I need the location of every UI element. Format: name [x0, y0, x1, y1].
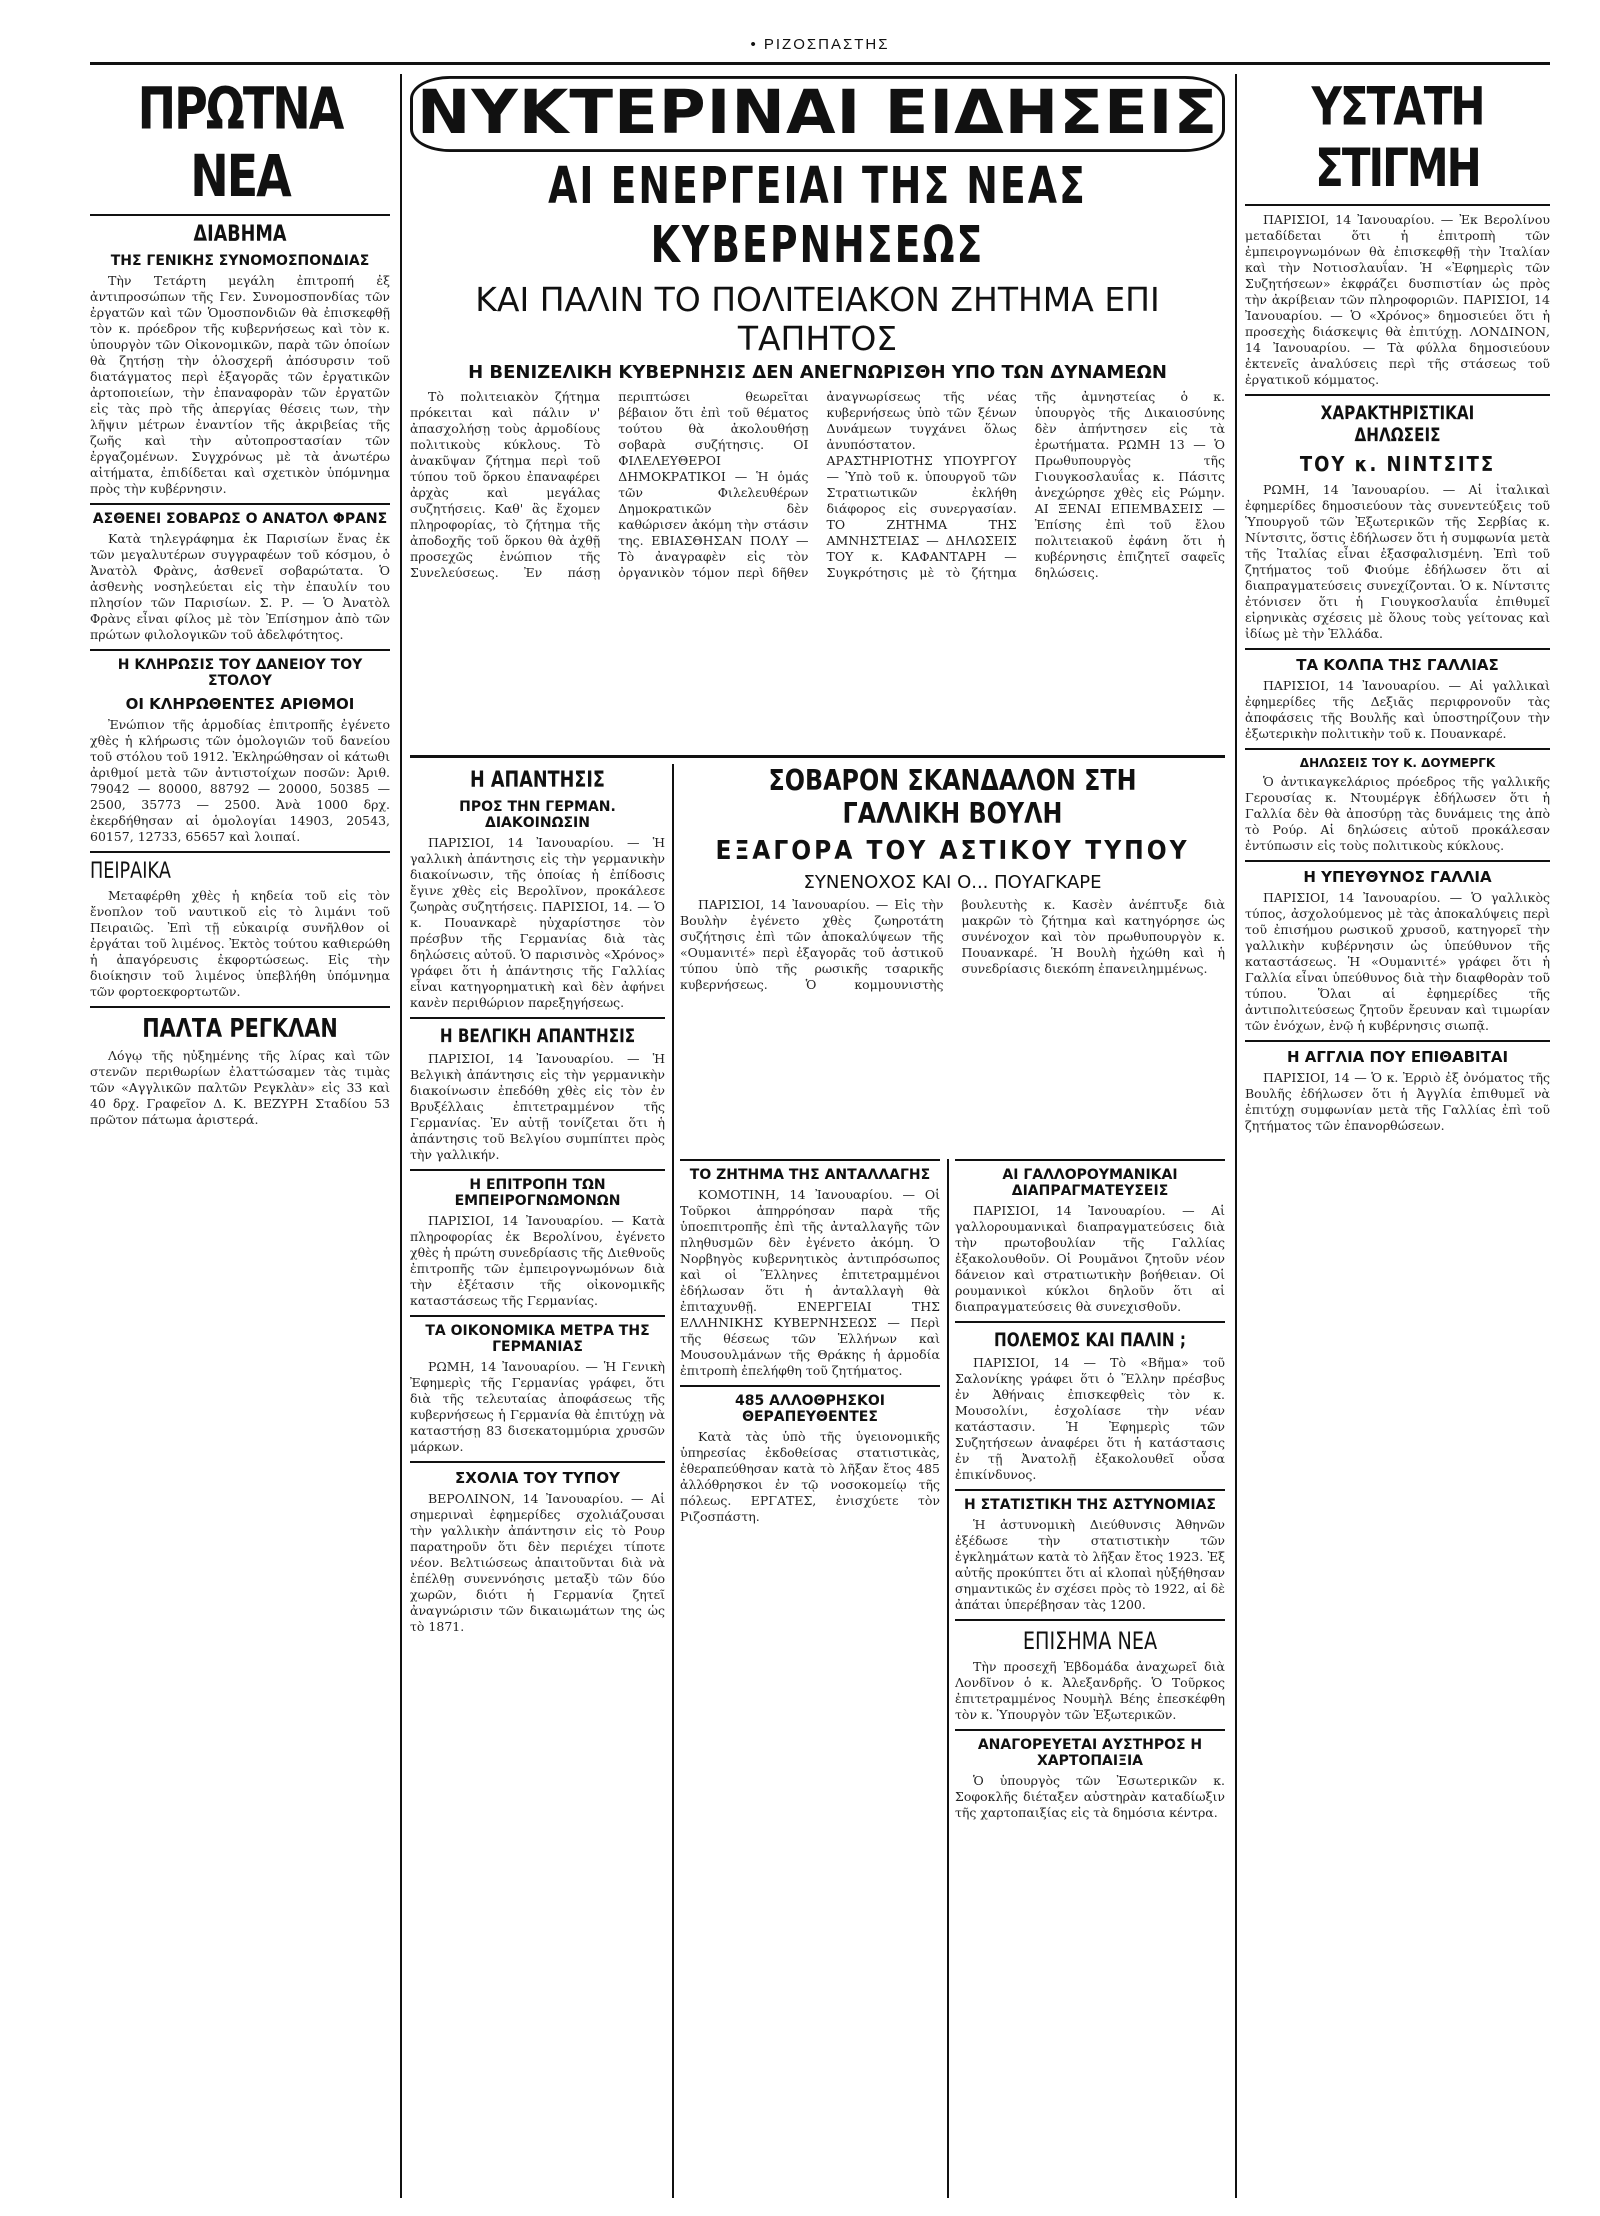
article-body: Ὁ ἀντικαγκελάριος πρόεδρος τῆς γαλλικῆς Γερουσίας κ. Ντουμέργκ ἐδήλωσεν ὅτι ἡ Γαλλία δὲν θὰ ἀποσύρῃ τὰς δυνάμεις της ἀπὸ τὸ Ρούρ. Αἱ δηλώσεις αὐτοῦ προκάλεσαν ἐντύπωσιν εἰς τοὺς πολιτικοὺς κύκλους.: [1245, 774, 1550, 853]
article-body: ΠΑΡΙΣΙΟΙ, 14 — Ὁ κ. Ἐρριὸ ἐξ ὀνόματος τῆς Βουλῆς ἐδήλωσεν ὅτι ἡ Ἀγγλία ἐπιθυμεῖ νὰ ἐπιτύχῃ συμφωνίαν μετὰ τῆς Γαλλίας ἐπὶ τοῦ ζητήματος τῶν ἐπανορθώσεων.: [1245, 1070, 1550, 1133]
article-subtitle: ΤΗΣ ΓΕΝΙΚΗΣ ΣΥΝΟΜΟΣΠΟΝΔΙΑΣ: [110, 253, 370, 269]
main-headline: ΑΙ ΕΝΕΡΓΕΙΑΙ ΤΗΣ ΝΕΑΣ ΚΥΒΕΡΝΗΣΕΩΣ: [548, 156, 1087, 274]
left-column: [90, 74, 390, 2198]
left-column-header: ΠΡΩΤΝΑ ΝΕΑ: [137, 74, 343, 210]
article-body: ΠΑΡΙΣΙΟΙ, 14 Ἰανουαρίου. — Αἱ γαλλορουμανικαὶ διαπραγματεύσεις διὰ τὴν πρωτοβουλίαν τῆς Γαλλίας ἐξακολουθοῦν. Οἱ Ρουμᾶνοι ζητοῦν νέον δάνειον καὶ στρατιωτικὴν βοήθειαν. Οἱ ρουμανικοὶ κύκλοι δηλοῦν ὅτι αἱ διαπραγματεύσεις θὰ συνεχισθοῦν.: [955, 1203, 1225, 1314]
article-title: Η ΚΛΗΡΩΣΙΣ ΤΟΥ ΔΑΝΕΙΟΥ ΤΟΥ ΣΤΟΛΟΥ: [117, 657, 363, 689]
newspaper-name: • ΡΙΖΟΣΠΑΣΤΗΣ: [750, 36, 890, 53]
article-subtitle: ΤΟΥ κ. ΝΙΝΤΣΙΤΣ: [1299, 452, 1496, 476]
article-title: ΤΑ ΟΙΚΟΝΟΜΙΚΑ ΜΕΤΡΑ ΤΗΣ ΓΕΡΜΑΝΙΑΣ: [425, 1323, 650, 1355]
center-column: [410, 74, 1225, 2198]
article-title: Η ΑΓΓΛΙΑ ΠΟΥ ΕΠΙΘΑΒΙΤΑΙ: [1286, 1048, 1509, 1066]
article-body: ΠΑΡΙΣΙΟΙ, 14 Ἰανουαρίου. — Ἡ γαλλικὴ ἀπάντησις εἰς τὴν γερμανικὴν διακοίνωσιν, τῆς ὁποίας ἡ ἐπίδοσις ἔγινε χθὲς εἰς Βερολῖνον, προκάλεσε ζωηρὰς συζητήσεις. ΠΑΡΙΣΙΟΙ, 14. — Ὁ κ. Πουανκαρὲ ηὐχαρίστησε τὸν πρέσβυν τῆς Γερμανίας διὰ τὰς δηλώσεις αὐτοῦ. Ὁ παρισινὸς «Χρόνος» γράφει ὅτι ἡ ἀπάντησις τῆς Γαλλίας εἶναι κατηγορηματικὴ καὶ δὲν ἀφήνει κανὲν περιθώριον παρεξηγήσεως.: [410, 835, 665, 1010]
article-title: ΤΑ ΚΟΛΠΑ ΤΗΣ ΓΑΛΛΙΑΣ: [1296, 656, 1499, 674]
article-body: ΠΑΡΙΣΙΟΙ, 14 Ἰανουαρίου. — Κατὰ πληροφορίας ἐκ Βερολίνου, ἐγένετο χθὲς ἡ πρώτη συνεδρίασις τῆς Διεθνοῦς ἐπιτροπῆς τῶν ἐμπειρογνωμόνων διὰ τὴν ἐξέτασιν τῆς οἰκονομικῆς καταστάσεως τῆς Γερμανίας.: [410, 1213, 665, 1308]
article-body: Τὴν προσεχῆ Ἑβδομάδα ἀναχωρεῖ διὰ Λονδῖνον ὁ κ. Ἀλεξανδρῆς. Ὁ Τοῦρκος ἐπιτετραμμένος Νουμὴλ Βέης ἐπεσκέφθη τὸν κ. Ὑπουργὸν τῶν Ἐξωτερικῶν.: [955, 1659, 1225, 1722]
article-body: Ὁ ὑπουργὸς τῶν Ἐσωτερικῶν κ. Σοφοκλῆς διέταξεν αὐστηρὰν καταδίωξιν τῆς χαρτοπαιξίας εἰς τὰ δημόσια κέντρα.: [955, 1773, 1225, 1820]
article-body: ΡΩΜΗ, 14 Ἰανουαρίου. — Ἡ Γενικὴ Ἐφημερὶς τῆς Γερμανίας γράφει, ὅτι διὰ τῆς τελευταίας ἀποφάσεως τῆς κυβερνήσεως ἡ Γερμανία θὰ ἐπιτύχῃ νὰ καταστήσῃ 83 δισεκατομμύρια χρυσῶν μάρκων.: [410, 1359, 665, 1454]
article-title: ΔΗΛΩΣΕΙΣ ΤΟΥ Κ. ΔΟΥΜΕΡΓΚ: [1299, 756, 1496, 770]
article-subtitle: ΠΡΟΣ ΤΗΝ ΓΕΡΜΑΝ. ΔΙΑΚΟΙΝΩΣΙΝ: [459, 799, 616, 831]
column-divider: [400, 74, 402, 2198]
article-title: ΕΠΙΣΗΜΑ ΝΕΑ: [1022, 1627, 1158, 1655]
article-title: Η ΑΠΑΝΤΗΣΙΣ: [470, 768, 605, 793]
masthead: [90, 28, 1550, 65]
column-divider: [672, 764, 674, 2198]
article-body: ΠΑΡΙΣΙΟΙ, 14 Ἰανουαρίου. — Ἡ Βελγικὴ ἀπάντησις εἰς τὴν γερμανικὴν διακοίνωσιν ἐπεδόθη χθὲς εἰς τὸν ἐν Βρυξέλλαις ἐπιτετραμμένον τῆς Γερμανίας. Ἐν αὐτῇ τονίζεται ὅτι ἡ ἀπάντησις τοῦ Βελγίου συμπίπτει πρὸς τὴν γαλλικήν.: [410, 1051, 665, 1162]
ad-body: Λόγῳ τῆς ηὐξημένης τῆς λίρας καὶ τῶν στενῶν περιθωρίων ἐλαττώσαμεν τὰς τιμὰς τῶν «Αγγλικῶν παλτῶν Ρεγκλὰν» εἰς 33 καὶ 40 δρχ. Γραφεῖον Δ. Κ. ΒΕΖΥΡΗ Σταδίου 53 πρῶτον πάτωμα ἀριστερά.: [90, 1048, 390, 1127]
article-body: Ἡ ἀστυνομικὴ Διεύθυνσις Ἀθηνῶν ἐξέδωσε τὴν στατιστικὴν τῶν ἐγκλημάτων κατὰ τὸ λῆξαν ἔτος 1923. Ἐξ αὐτῆς προκύπτει ὅτι αἱ κλοπαὶ ηὐξήθησαν σημαντικῶς ἐν σχέσει πρὸς τὸ 1922, αἱ δὲ ἀπάται ὑπερέβησαν τὰς 1200.: [955, 1517, 1225, 1612]
article-subtitle: ΟΙ ΚΛΗΡΩΘΕΝΤΕΣ ΑΡΙΘΜΟΙ: [125, 695, 355, 713]
column-divider: [1235, 74, 1237, 2198]
article-title: Η ΕΠΙΤΡΟΠΗ ΤΩΝ ΕΜΠΕΙΡΟΓΝΩΜΟΝΩΝ: [454, 1177, 621, 1209]
article-body: ΠΑΡΙΣΙΟΙ, 14 — Τὸ «Βῆμα» τοῦ Σαλονίκης γράφει ὅτι ὁ Ἕλλην πρέσβυς ἐν Ἀθήναις ἐπισκεφθεὶς τὸν κ. Μουσολίνι, ἐσχολίασε τὴν νέαν κατάστασιν. Ἡ Ἐφημερὶς τῶν Συζητήσεων ἀναφέρει ὅτι ἡ κατάστασις ἐν τῇ Ἀνατολῇ ἐξακολουθεῖ οὖσα ἐπικίνδυνος.: [955, 1355, 1225, 1482]
scandal-story: [680, 764, 1225, 1144]
exchange-column: [680, 1159, 940, 2198]
main-story-body: Τὸ πολιτειακὸν ζήτημα πρόκειται καὶ πάλιν ν' ἀπασχολήσῃ τοὺς ἀρμοδίους πολιτικοὺς κύκλους. Τὸ ἀνακῦψαν ζήτημα περὶ τοῦ τύπου τοῦ ὅρκου ἐπαναφέρει ἀρχὰς καὶ μεγάλας συζητήσεις. Καθ' ἃς ἔχομεν πληροφορίας, τὸ ζήτημα τῆς ἀποδοχῆς τοῦ ὅρκου θὰ ἀχθῇ προσεχῶς ἐνώπιον τῆς Συνελεύσεως. Ἐν πάσῃ περιπτώσει θεωρεῖται βέβαιον ὅτι ἐπὶ τοῦ θέματος τούτου θὰ ἀκολουθήσῃ σοβαρὰ συζήτησις. ΟΙ ΦΙΛΕΛΕΥΘΕΡΟΙ ΔΗΜΟΚΡΑΤΙΚΟΙ — Ἡ ὁμάς τῶν Φιλελευθέρων Δημοκρατικῶν δὲν καθώρισεν ἀκόμη τὴν στάσιν της. ΕΒΙΑΣΘΗΣΑΝ ΠΟΛΥ — Τὸ ἀναγραφὲν εἰς τὸν ὀργανικὸν τόμον περὶ δῆθεν ἀναγνωρίσεως τῆς νέας κυβερνήσεως ὑπὸ τῶν ξένων Δυνάμεων τυγχάνει ὅλως ἀνυπόστατον. ΑΡΑΣΤΗΡΙΟΤΗΣ ΥΠΟΥΡΓΟΥ — Ὑπὸ τοῦ κ. ὑπουργοῦ τῶν Στρατιωτικῶν ἐκλήθη διάφορος εἰς συνεργασίαν. ΤΟ ΖΗΤΗΜΑ ΤΗΣ ΑΜΝΗΣΤΕΙΑΣ — ΔΗΛΩΣΕΙΣ ΤΟΥ κ. ΚΑΦΑΝΤΑΡΗ — Συγκρότησις μὲ τὸ ζήτημα τῆς ἀμνηστείας ὁ κ. ὑπουργὸς τῆς Δικαιοσύνης δὲν ἀπήντησεν εἰς τὰ ἐρωτήματα. ΡΩΜΗ 13 — Ὁ Πρωθυπουργὸς τῆς Γιουγκοσλαυΐας κ. Πάσιτς ἀνεχώρησε χθὲς εἰς Ρώμην. ΑΙ ΞΕΝΑΙ ΕΠΕΜΒΑΣΕΙΣ — Ἐπίσης ἐπὶ τοῦ ἔλου πολιτειακοῦ ἐφάνη ὅτι ἡ κυβέρνησις ἐπιζητεῖ σαφεῖς δηλώσεις.: [410, 389, 1225, 580]
article-body: ΡΩΜΗ, 14 Ἰανουαρίου. — Αἱ ἰταλικαὶ ἐφημερίδες δημοσιεύουν τὰς συνεντεύξεις τοῦ Ὑπουργοῦ τῶν Ἐξωτερικῶν τῆς Σερβίας κ. Νίντσιτς, ὅστις ἐδήλωσεν ὅτι ἡ συμφωνία μετὰ τῆς Ἰταλίας εἶναι ἐξασφαλισμένη. Ἐπὶ τοῦ ζητήματος τοῦ Φιούμε ἐδήλωσεν ὅτι αἱ διαπραγματεύσεις συνεχίζονται. Ὁ κ. Νίντσιτς ἐτόνισεν ὅτι ἡ Γιουγκοσλαυΐα ἐπιθυμεῖ εἰρηνικὰς σχέσεις μὲ ὅλους τοὺς γείτονας καὶ ἰδίως μὲ τὴν Ἑλλάδα.: [1245, 482, 1550, 641]
ad-title: ΠΑΛΤΑ ΡΕΓΚΛΑΝ: [142, 1014, 338, 1044]
news-column: [955, 1159, 1225, 2198]
article-title: ΠΟΛΕΜΟΣ ΚΑΙ ΠΑΛΙΝ ;: [994, 1329, 1186, 1351]
article-subtitle: ΕΞΑΓΟΡΑ ΤΟΥ ΑΣΤΙΚΟΥ ΤΥΠΟΥ: [715, 836, 1190, 866]
article-title: Η ΒΕΛΓΙΚΗ ΑΠΑΝΤΗΣΙΣ: [439, 1025, 636, 1047]
section-banner: ΝΥΚΤΕΡΙΝΑΙ ΕΙΔΗΣΕΙΣ: [410, 76, 1225, 152]
article-body: ΠΑΡΙΣΙΟΙ, 14 Ἰανουαρίου. — Εἰς τὴν Βουλὴν ἐγένετο χθὲς ζωηροτάτη συζήτησις ἐπὶ τῶν ἀποκαλύψεων τῆς «Ουμανιτέ» περὶ ἐξαγορᾶς τοῦ ἀστικοῦ τύπου ὑπὸ τῆς ρωσικῆς τσαρικῆς κυβερνήσεως. Ὁ κομμουνιστὴς βουλευτὴς κ. Κασὲν ἀνέπτυξε διὰ μακρῶν τὸ ζήτημα καὶ κατηγόρησε ὡς συνένοχον καὶ τὸν πρωθυπουργὸν κ. Πουανκαρέ. Ἡ Βουλὴ ἠχώθη καὶ ἡ συνεδρίασις διεκόπη ἐπανειλημμένως.: [680, 897, 1225, 992]
column-divider: [947, 1159, 949, 2198]
article-body: Κατὰ τὰς ὑπὸ τῆς ὑγειονομικῆς ὑπηρεσίας ἐκδοθείσας στατιστικὰς, ἐθεραπεύθησαν κατὰ τὸ λῆξαν ἔτος 485 ἀλλόθρησκοι ἐν τῷ νοσοκομείῳ τῆς πόλεως. ΕΡΓΑΤΕΣ, ἐνισχύετε τὸν Ριζοσπάστη.: [680, 1429, 940, 1524]
answer-column: [410, 764, 665, 2198]
newspaper-page: [90, 28, 1550, 2198]
article-title: ΑΙ ΓΑΛΛΟΡΟΥΜΑΝΙΚΑΙ ΔΙΑΠΡΑΓΜΑΤΕΥΣΕΙΣ: [1002, 1167, 1178, 1199]
article-title: ΣΧΟΛΙΑ ΤΟΥ ΤΥΠΟΥ: [455, 1469, 620, 1487]
article-title: ΑΣΘΕΝΕΙ ΣΟΒΑΡΩΣ Ο ΑΝΑΤΟΛ ΦΡΑΝΣ: [92, 511, 388, 527]
article-title: ΣΟΒΑΡΟΝ ΣΚΑΝΔΑΛΟΝ ΣΤΗ ΓΑΛΛΙΚΗ ΒΟΥΛΗ: [768, 764, 1137, 830]
article-title: 485 ΑΛΛΟΘΡΗΣΚΟΙ ΘΕΡΑΠΕΥΘΕΝΤΕΣ: [735, 1393, 885, 1425]
article-title: Η ΥΠΕΥΘΥΝΟΣ ΓΑΛΛΙΑ: [1303, 868, 1492, 886]
article-title: ΤΟ ΖΗΤΗΜΑ ΤΗΣ ΑΝΤΑΛΛΑΓΗΣ: [689, 1167, 931, 1183]
main-deck: Η ΒΕΝΙΖΕΛΙΚΗ ΚΥΒΕΡΝΗΣΙΣ ΔΕΝ ΑΝΕΓΝΩΡΙΣΘΗ ΥΠΟ ΤΩΝ ΔΥΝΑΜΕΩΝ: [468, 362, 1167, 383]
main-subheadline: ΚΑΙ ΠΑΛΙΝ ΤΟ ΠΟΛΙΤΕΙΑΚΟΝ ΖΗΤΗΜΑ ΕΠΙ ΤΑΠΗΤΟΣ: [475, 280, 1160, 358]
article-title: ΑΝΑΓΟΡΕΥΕΤΑΙ ΑΥΣΤΗΡΟΣ Η ΧΑΡΤΟΠΑΙΞΙΑ: [977, 1737, 1203, 1769]
article-body: Ἐνώπιον τῆς ἁρμοδίας ἐπιτροπῆς ἐγένετο χθὲς ἡ κλήρωσις τῶν ὁμολογιῶν τοῦ δανείου τοῦ στόλου τοῦ 1912. Ἐκληρώθησαν οἱ κάτωθι ἀριθμοί μετὰ τῶν ἀντιστοίχων ποσῶν: Ἀριθ. 79042 — 80000, 88792 — 20000, 50385 — 2500, 35773 — 2500. Ἀνὰ 1000 δρχ. ἐκερδήθησαν αἱ ὁμολογίαι 14903, 20543, 60157, 12733, 65657 καὶ λοιπαί.: [90, 717, 390, 844]
right-column-header: ΥΣΤΑΤΗ ΣΤΙΓΜΗ: [1311, 75, 1484, 199]
article-body: ΒΕΡΟΛΙΝΟΝ, 14 Ἰανουαρίου. — Αἱ σημεριναὶ ἐφημερίδες σχολιάζουσαι τὴν γαλλικὴν ἀπάντησιν εἰς τὸ Ρουρ παρατηροῦν ὅτι δὲν περιέχει τίποτε νέον. Βελτιώσεως ἀπαιτοῦνται διὰ νὰ ἐπέλθῃ συνεννόησις μεταξὺ τῶν δύο χωρῶν, διότι ἡ Γερμανία ζητεῖ ἀναγνώρισιν τῶν δικαιωμάτων της ὡς τὸ 1871.: [410, 1491, 665, 1634]
article-body: Μεταφέρθη χθὲς ἡ κηδεία τοῦ εἰς τὸν ἔνοπλον τοῦ ναυτικοῦ εἰς τὸ λιμάνι τοῦ Πειραιῶς. Ἐπὶ τῇ εὐκαιρίᾳ συνῆλθον οἱ ἐργάται τοῦ λιμένος. Ἐκτὸς τούτου καθιερώθη ἡ ἀπαγόρευσις ἐκφορτώσεως. Εἰς τὴν διοίκησιν τοῦ λιμένος ὑπεβλήθη ὑπόμνημα τῶν φορτοεκφορτωτῶν.: [90, 888, 390, 999]
article-body: ΠΑΡΙΣΙΟΙ, 14 Ἰανουαρίου. — Ὁ γαλλικὸς τύπος, ἀσχολούμενος μὲ τὰς ἀποκαλύψεις περὶ τοῦ ἐπισήμου ρωσικοῦ χρυσοῦ, κατηγορεῖ τὴν γαλλικὴν κυβέρνησιν ὡς ὑπεύθυνον τῆς καταστάσεως. Ἡ «Ουμανιτέ» γράφει ὅτι ἡ Γαλλία εἶναι ὑπεύθυνος διὰ τὴν διαφθορὰν τοῦ τύπου. Ὅλαι αἱ ἐφημερίδες τῆς ἀντιπολιτεύσεως ζητοῦν ἔρευναν καὶ τιμωρίαν τῶν ἐνόχων, ἐνῷ ἡ κυβέρνησις σιωπᾷ.: [1245, 890, 1550, 1033]
article-deck: ΣΥΝΕΝΟΧΟΣ ΚΑΙ Ο... ΠΟΥΑΓΚΑΡΕ: [803, 872, 1102, 893]
article-body: ΠΑΡΙΣΙΟΙ, 14 Ἰανουαρίου. — Ἐκ Βερολίνου μεταδίδεται ὅτι ἡ ἐπιτροπὴ τῶν ἐμπειρογνωμόνων θὰ ἐπισκεφθῇ τὴν Ἰταλίαν καὶ τὴν Νοτιοσλαυΐαν. Ἡ «Ἐφημερὶς τῶν Συζητήσεων» ἐκφράζει δυσπιστίαν ὡς πρὸς τὴν ἀκρίβειαν τῶν πληροφοριῶν. ΠΑΡΙΣΙΟΙ, 14 Ἰανουαρίου. — Ὁ «Χρόνος» δημοσιεύει ὅτι ἡ προσεχὴς διάσκεψις θὰ ἐπιτύχῃ. ΛΟΝΔΙΝΟΝ, 14 Ἰανουαρίου. — Τὰ φύλλα δημοσιεύουν ἐκτενεῖς ἀναλύσεις περὶ τῆς στάσεως τοῦ ἐργατικοῦ κόμματος.: [1245, 212, 1550, 387]
article-title: ΧΑΡΑΚΤΗΡΙΣΤΙΚΑΙ ΔΗΛΩΣΕΙΣ: [1320, 402, 1475, 446]
article-body: ΠΑΡΙΣΙΟΙ, 14 Ἰανουαρίου. — Αἱ γαλλικαὶ ἐφημερίδες τῆς Δεξιᾶς περιφρονοῦν τὰς ἀποφάσεις τῆς Βουλῆς καὶ ὑποστηρίζουν τὴν ἐξωτερικὴν πολιτικὴν τοῦ κ. Πουανκαρέ.: [1245, 678, 1550, 741]
article-title: ΠΕΙΡΑΙΚΑ: [90, 859, 171, 884]
article-body: Κατὰ τηλεγράφημα ἐκ Παρισίων ἔνας ἐκ τῶν μεγαλυτέρων συγγραφέων τοῦ κόσμου, ὁ Ἀνατὸλ Φρὰνς, ἀσθενεῖ σοβαρώτατα. Ὁ ἀσθενὴς νοσηλεύεται εἰς τὴν ἐπαυλίν του πλησίον τῶν Παρισίων. Σ. Ρ. — Ὁ Ἀνατὸλ Φρὰνς εἶναι φίλος μὲ τὸν Ἐπίσημον ἀπὸ τῶν πρώτων φιλολογικῶν τοῦ ἀδελφότητος.: [90, 531, 390, 642]
article-body: ΚΟΜΟΤΙΝΗ, 14 Ἰανουαρίου. — Οἱ Τοῦρκοι ἀπηρρόησαν παρὰ τῆς ὑποεπιτροπῆς ἐπὶ τῆς ἀνταλλαγῆς τῶν πληθυσμῶν δὲν ἐγένετο ἀκόμη. Ὁ Νορβηγὸς κυβερνητικὸς ἀντιπρόσωπος καὶ οἱ Ἕλληνες ἐπιτετραμμένοι ἐδήλωσαν ὅτι ἡ ἀνταλλαγὴ θὰ ἐπιταχυνθῇ. ΕΝΕΡΓΕΙΑΙ ΤΗΣ ΕΛΛΗΝΙΚΗΣ ΚΥΒΕΡΝΗΣΕΩΣ — Περὶ τῆς θέσεως τῶν Ἑλλήνων καὶ Μουσουλμάνων τῆς Θράκης ἡ ἀρμοδία ἐπιτροπὴ ἐπελήφθη τοῦ ζητήματος.: [680, 1187, 940, 1378]
right-column: [1245, 74, 1550, 2198]
article-title: Η ΣΤΑΤΙΣΤΙΚΗ ΤΗΣ ΑΣΤΥΝΟΜΙΑΣ: [963, 1497, 1216, 1513]
article-body: Τὴν Τετάρτη μεγάλη ἐπιτροπή ἐξ ἀντιπροσώπων τῆς Γεν. Συνομοσπονδίας τῶν ἐργατῶν καὶ τῶν Ὁμοσπονδιῶν θὰ ἐπισκεφθῇ τὸν κ. πρόεδρον τῆς κυβερνήσεως καὶ τὸν κ. ὑπουργὸν τῶν Οἰκονομικῶν, παρὰ τῶν ὁποίων θὰ ζητήσῃ τὴν ὁλοσχερῆ ἀπόσυρσιν τοῦ διατάγματος περὶ ἐξαγορᾶς τῶν ἐργατικῶν ἀρτοποιείων, τὴν ἐπαναφορὰν τῶν ἐργατῶν εἰς τὰς πρὸ τῆς ἀπεργίας θέσεις των, τὴν λῆψιν μέτρων ἐναντίον τῆς ἀκριβείας τῆς ζωῆς καὶ τὴν αὐτοπροστασίαν τῶν ἐργαζομένων. Συγχρόνως μὲ τὰ ἀνωτέρω αἰτήματα, ἐπιδίδεται καὶ σχετικὸν ὑπόμνημα πρὸς τὴν κυβέρνησιν.: [90, 273, 390, 496]
article-title: ΔΙΑΒΗΜΑ: [193, 222, 287, 247]
